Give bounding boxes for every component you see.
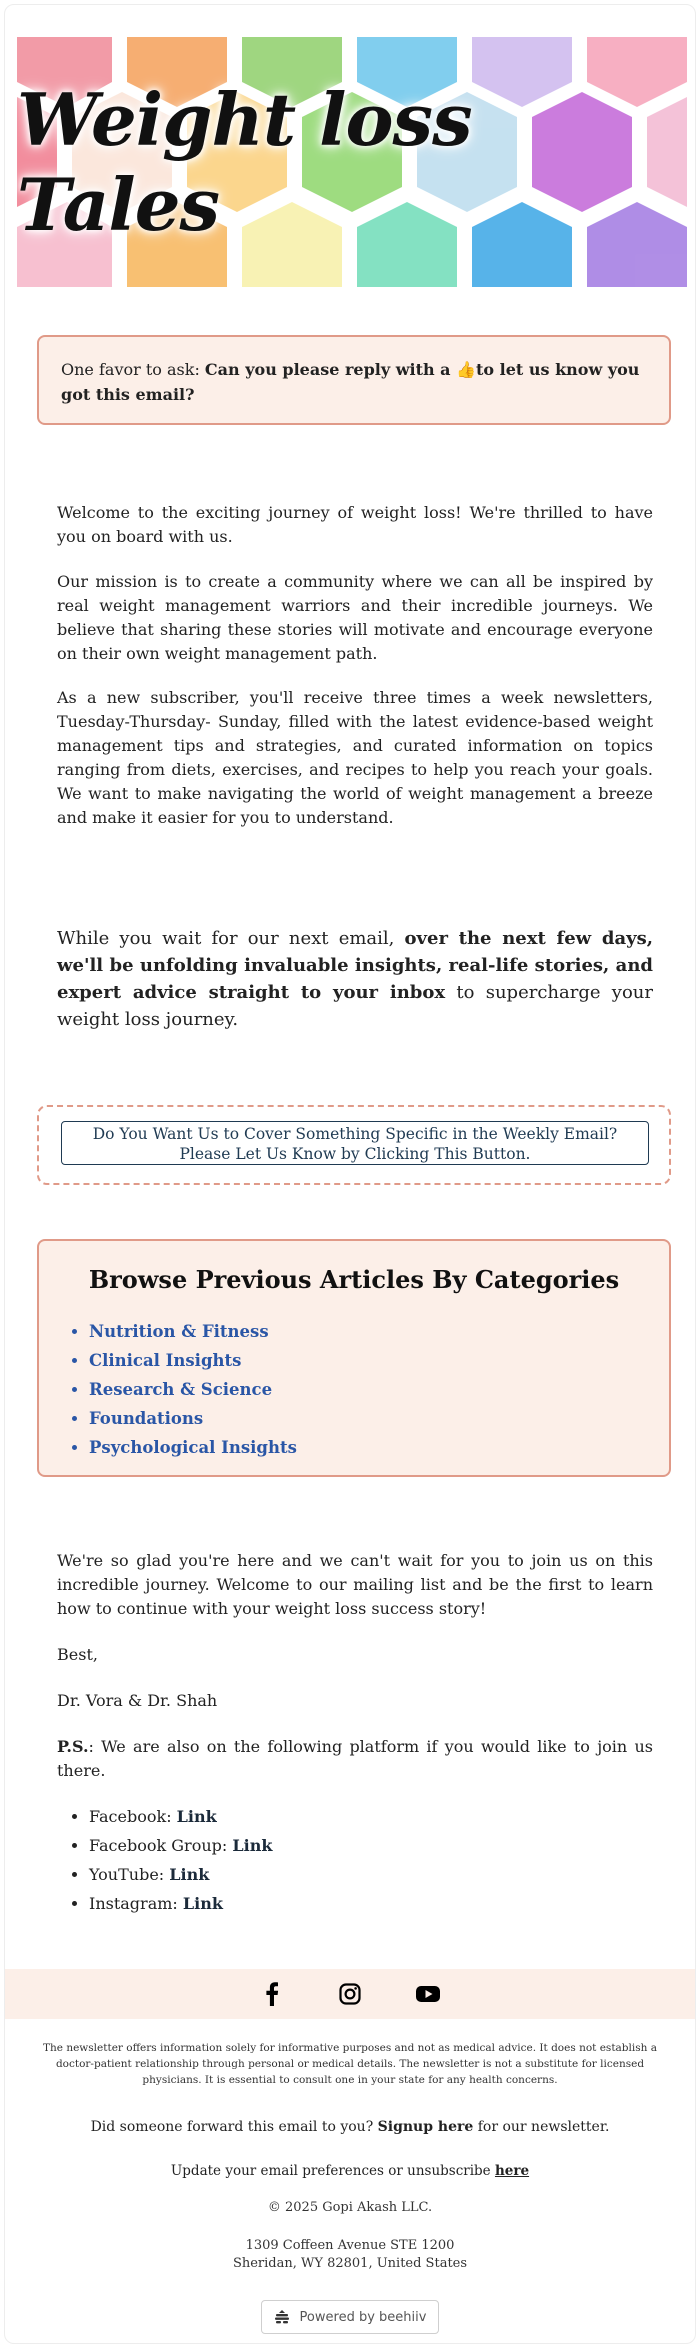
banner-title: Weight loss Tales [17, 77, 472, 247]
powered-by-badge[interactable] [261, 2300, 439, 2334]
platform-name: YouTube: [89, 1865, 170, 1884]
instagram-link[interactable]: Link [182, 1894, 223, 1913]
social-bar [5, 1969, 695, 2019]
forward-signup-line [5, 2119, 695, 2135]
disclaimer: The newsletter offers information solely for informative purposes and not as medical advice. It does not establish a doctor-patient relationship through personal or medical details. The newsletter is not a substitute for licensed physicians. It is essential to consult one in your state for any health concerns. [43, 2042, 657, 2086]
powered-by-label: Powered by beehiiv [299, 2309, 427, 2325]
signature: Dr. Vora & Dr. Shah [57, 1691, 218, 1710]
youtube-link[interactable]: Link [169, 1865, 210, 1884]
address-line-1: 1309 Coffeen Avenue STE 1200 [245, 2238, 455, 2253]
category-link-nutrition-fitness[interactable]: Nutrition & Fitness [89, 1322, 269, 1341]
category-item [89, 1404, 297, 1433]
signup-link[interactable]: Signup here [377, 2119, 474, 2135]
facebook-link[interactable]: Link [176, 1807, 217, 1826]
platform-item-youtube [89, 1860, 272, 1889]
intro-paragraph-3: As a new subscriber, you'll receive three times a week newsletters, Tuesday-Thursday- Sunday, filled with the latest evidence-based weight management tips and strategies, and curated information on topics ranging from diets, exercises, and recipes to help you reach your goals. We want to make navigating the world of weight management a breeze and make it easier for you to understand. [57, 688, 653, 827]
forward-suffix: for our newsletter. [473, 2119, 610, 2135]
teaser-highlight: over the next few days, we'll be unfolding invaluable insights, real-life stories, and expert advice straight to your inbox [57, 928, 653, 1003]
category-link-clinical-insights[interactable]: Clinical Insights [89, 1351, 242, 1370]
favor-prefix: One favor to ask: [61, 360, 205, 379]
category-link-research-science[interactable]: Research & Science [89, 1380, 273, 1399]
intro-paragraph-1: Welcome to the exciting journey of weight loss! We're thrilled to have you on board with us. [57, 503, 653, 546]
favor-request: Can you please reply with a 👍to let us know you got this email? [61, 360, 640, 404]
beehiiv-icon [274, 2309, 290, 2325]
categories-list [59, 1317, 297, 1462]
platform-name: Facebook: [89, 1807, 177, 1826]
categories-box [37, 1239, 671, 1477]
mailing-address [5, 2237, 695, 2273]
category-item [89, 1433, 297, 1462]
preferences-line [5, 2163, 695, 2179]
header-banner [17, 37, 687, 287]
platform-item-facebook-group [89, 1831, 272, 1860]
preferences-prefix: Update your email preferences or unsubscribe [170, 2163, 495, 2179]
copyright: © 2025 Gopi Akash LLC. [267, 2200, 433, 2215]
platform-name: Instagram: [89, 1894, 183, 1913]
feedback-cta-box [37, 1105, 671, 1185]
platform-item-instagram [89, 1889, 272, 1918]
category-link-foundations[interactable]: Foundations [89, 1409, 204, 1428]
unsubscribe-link[interactable]: here [494, 2163, 530, 2179]
favor-box [37, 335, 671, 425]
feedback-button-line-1: Do You Want Us to Cover Something Specific in the Weekly Email? [92, 1125, 618, 1143]
facebook-group-link[interactable]: Link [232, 1836, 273, 1855]
feedback-button-line-2: Please Let Us Know by Clicking This Button. [179, 1145, 531, 1163]
platform-name: Facebook Group: [89, 1836, 233, 1855]
email-container [4, 4, 696, 2344]
category-item [89, 1317, 297, 1346]
youtube-icon[interactable] [415, 1981, 441, 2007]
platform-item-facebook [89, 1802, 272, 1831]
category-item [89, 1346, 297, 1375]
platform-list [57, 1802, 272, 1918]
closing-paragraph: We're so glad you're here and we can't wait for you to join us on this incredible journey. Welcome to our mailing list and be the first to learn how to continue with your weight loss success story! [57, 1551, 653, 1618]
category-link-psychological-insights[interactable]: Psychological Insights [89, 1438, 297, 1457]
instagram-icon[interactable] [337, 1981, 363, 2007]
teaser-suffix: to supercharge your weight loss journey. [57, 982, 653, 1030]
forward-prefix: Did someone forward this email to you? [90, 2119, 378, 2135]
category-item [89, 1375, 297, 1404]
ps-text: : We are also on the following platform if you would like to join us there. [57, 1737, 653, 1780]
teaser-prefix: While you wait for our next email, [57, 928, 405, 949]
address-line-2: Sheridan, WY 82801, United States [232, 2256, 468, 2271]
intro-paragraph-2: Our mission is to create a community where we can all be inspired by real weight management warriors and their incredible journeys. We believe that sharing these stories will motivate and encourage everyone on their own weight management path. [57, 572, 653, 663]
teaser-paragraph [57, 925, 653, 1033]
ps-label: P.S. [57, 1737, 89, 1756]
signoff: Best, [57, 1645, 98, 1664]
ps-paragraph [57, 1735, 653, 1783]
feedback-button[interactable] [61, 1121, 649, 1165]
categories-heading: Browse Previous Articles By Categories [88, 1265, 620, 1294]
facebook-icon[interactable] [259, 1981, 285, 2007]
